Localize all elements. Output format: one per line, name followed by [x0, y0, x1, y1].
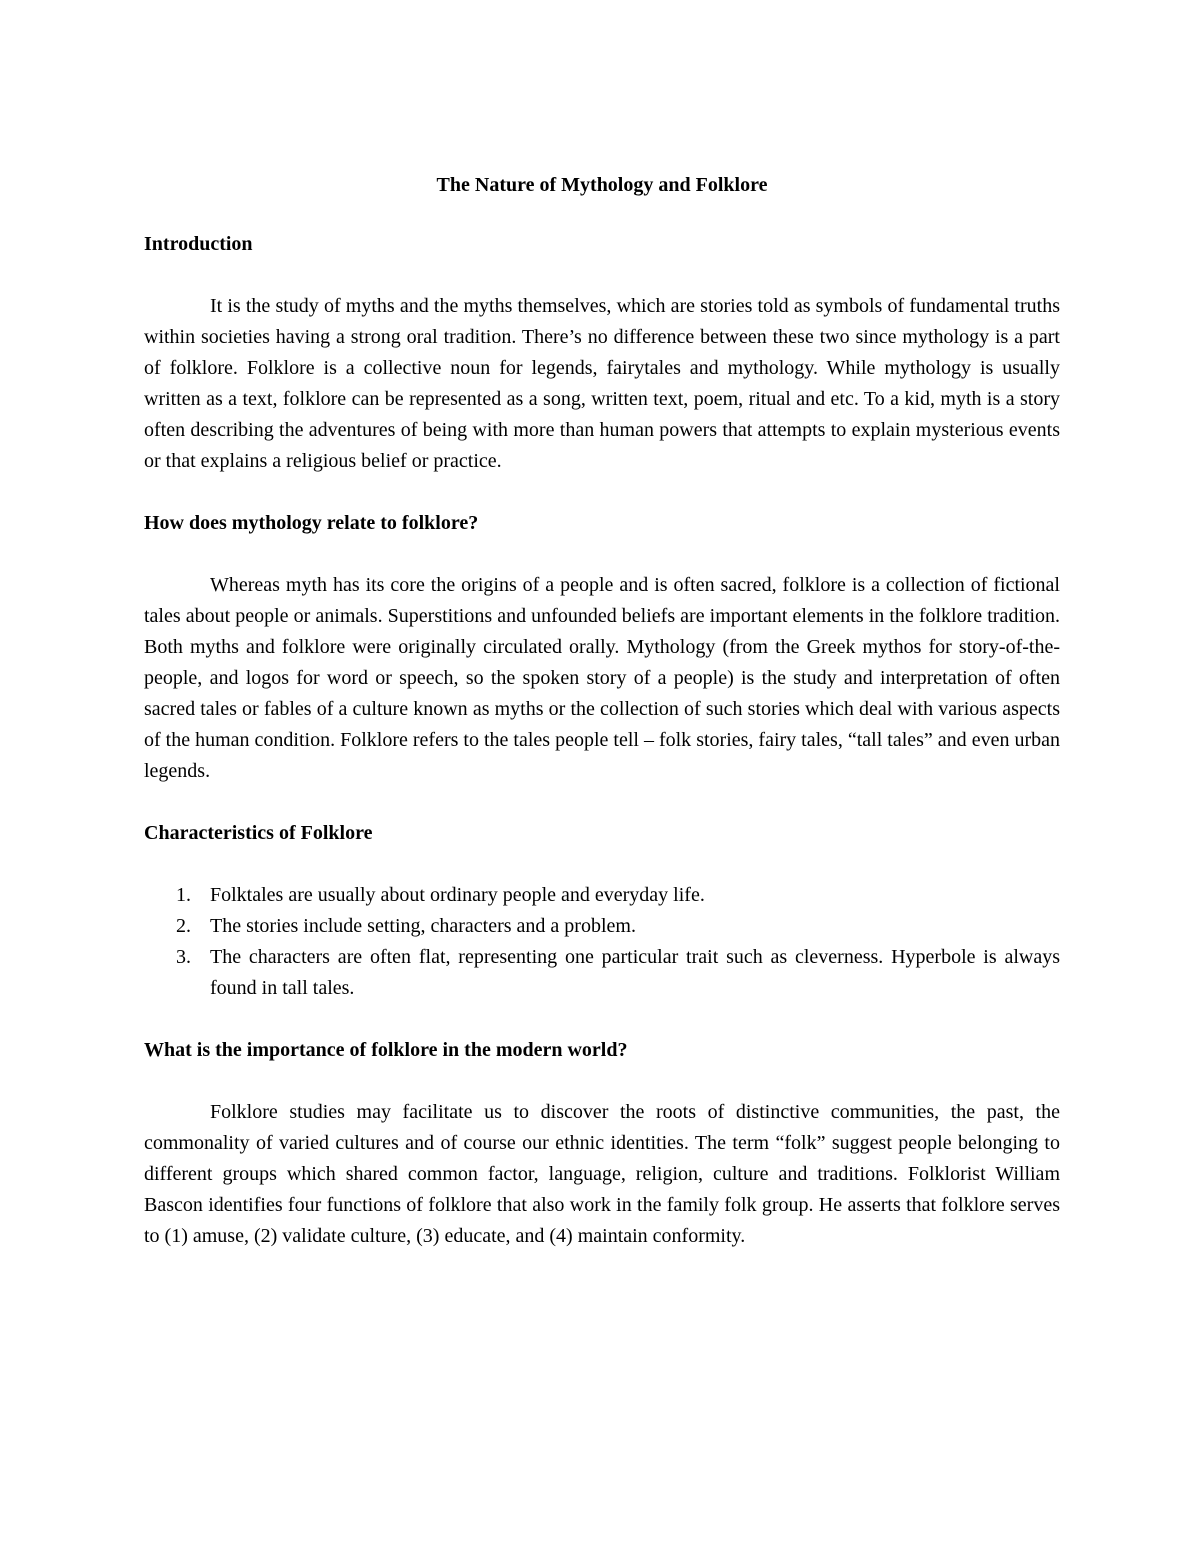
list-item-text: The characters are often flat, representing one particular trait such as cleverness. Hyperbole is always found in tall tales. [210, 946, 1060, 999]
introduction-paragraph: It is the study of myths and the myths themselves, which are stories told as symbols of fundamental truths within societies having a strong oral tradition. There’s no difference between these two since mythology is a part of folklore. Folklore is a collective noun for legends, fairytales and mythology. While mythology is usually written as a text, folklore can be represented as a song, written text, poem, ritual and etc. To a kid, myth is a story often describing the adventures of being with more than human powers that attempts to explain mysterious events or that explains a religious belief or practice. [144, 295, 1060, 472]
list-item-number: 3. [176, 946, 191, 968]
page-title: The Nature of Mythology and Folklore [436, 174, 768, 196]
importance-paragraph: Folklore studies may facilitate us to discover the roots of distinctive communities, the past, the commonality of varied cultures and of course our ethnic identities. The term “folk” suggest people belonging to different groups which shared common factor, language, religion, culture and traditions. Folklorist William Bascon identifies four functions of folklore that also work in the family folk group. He asserts that folklore serves to (1) amuse, (2) validate culture, (3) educate, and (4) maintain conformity. [144, 1101, 1060, 1247]
list-item [144, 911, 1060, 942]
document-page [144, 170, 1060, 1283]
section-heading-introduction: Introduction [144, 233, 253, 255]
list-item-number: 1. [176, 884, 191, 906]
list-item-text: The stories include setting, characters and a problem. [210, 915, 636, 937]
mythology-folklore-paragraph: Whereas myth has its core the origins of a people and is often sacred, folklore is a collection of fictional tales about people or animals. Superstitions and unfounded beliefs are important elements in the folklore tradition. Both myths and folklore were originally circulated orally. Mythology (from the Greek mythos for story-of-the-people, and logos for word or speech, so the spoken story of a people) is the study and interpretation of often sacred tales or fables of a culture known as myths or the collection of such stories which deal with various aspects of the human condition. Folklore refers to the tales people tell – folk stories, fairy tales, “tall tales” and even urban legends. [144, 574, 1060, 782]
characteristics-list [144, 880, 1060, 1004]
section-heading-mythology-folklore: How does mythology relate to folklore? [144, 512, 479, 534]
list-item [144, 880, 1060, 911]
section-heading-characteristics: Characteristics of Folklore [144, 822, 373, 844]
list-item [144, 942, 1060, 1004]
section-heading-importance: What is the importance of folklore in the modern world? [144, 1039, 628, 1061]
list-item-text: Folktales are usually about ordinary people and everyday life. [210, 884, 705, 906]
list-item-number: 2. [176, 915, 191, 937]
